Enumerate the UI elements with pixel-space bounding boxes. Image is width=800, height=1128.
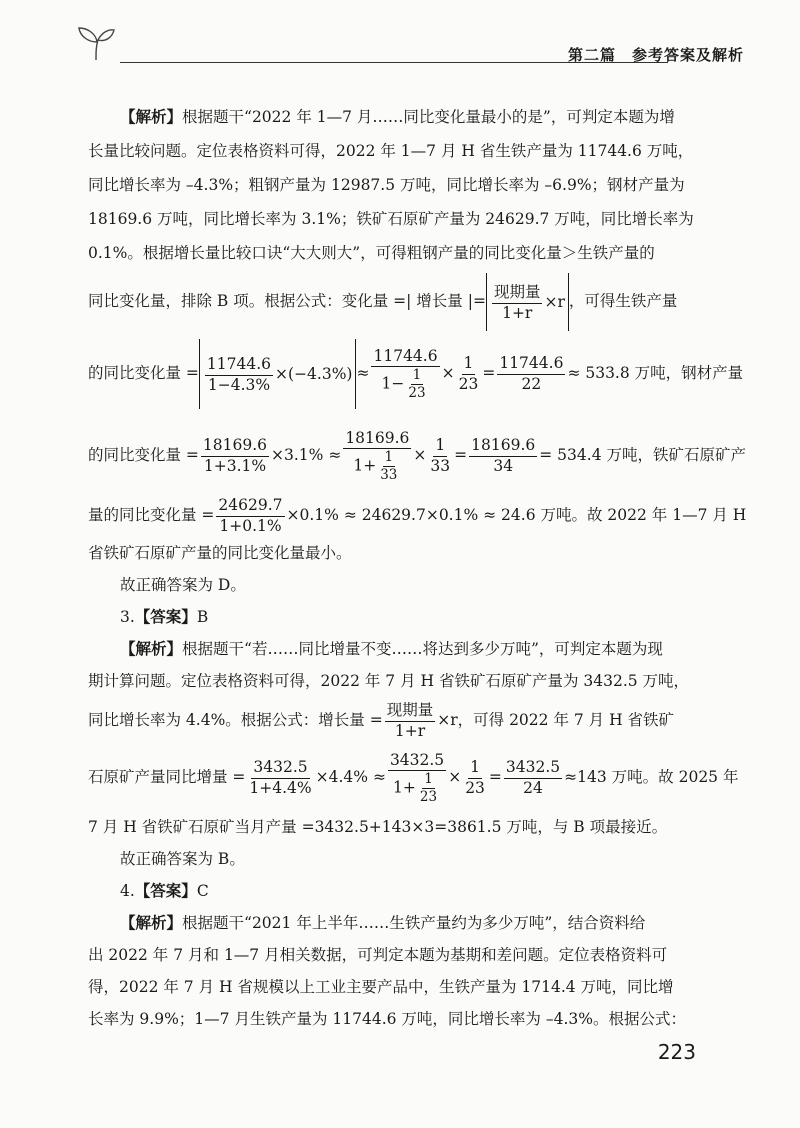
q3-line-3: 同比增长率为 4.4%。根据公式：增长量 = 现期量 1+r ×r，可得 2022 年 7 月 H 省铁矿	[88, 701, 675, 740]
p1-line-7: 的同比变化量 = $\frac{11744.6}{1-4.3\%}$ ×(−4.3%) ≈ 11744.6 1− $\frac{1}{23}$ × $\frac{1}{23}$ = $\frac{11744.6}{22}$ ≈ 533.8 万吨，钢材产量	[88, 338, 708, 410]
q3-conclusion: 故正确答案为 B。	[120, 850, 245, 868]
analysis-tag: 【解析】	[120, 640, 183, 658]
fraction: $\frac{11744.6}{1-4.3\%}$	[206, 355, 272, 394]
answer-tag: 【答案】	[134, 608, 197, 626]
fraction: 现期量 1+r	[493, 283, 541, 322]
fraction: $\frac{1}{33}$	[430, 436, 451, 475]
q4-answer: 4.【答案】C	[120, 882, 209, 900]
p1-line-5: 0.1%。根据增长量比较口诀“大大则大”，可得粗钢产量的同比变化量＞生铁产量的	[88, 244, 655, 262]
p1-line-9: 量的同比变化量 = $\frac{24629.7}{1+0.1\%}$ ×0.1% ≈ 24629.7×0.1% ≈ 24.6 万吨。故 2022 年 1—7 月 H	[88, 496, 747, 535]
fraction: $\frac{11744.6}{22}$	[499, 354, 564, 393]
page-header	[0, 0, 800, 80]
fraction: $\frac{1}{23}$	[458, 354, 479, 393]
q4-line-4: 长率为 9.9%；1—7 月生铁产量为 11744.6 万吨，同比增长率为 –4.3%。根据公式：	[88, 1010, 686, 1028]
fraction: $\frac{3432.5}{24}$	[505, 758, 561, 797]
fraction: 11744.6 1− $\frac{1}{23}$	[373, 346, 438, 401]
abs-formula: $\frac{11744.6}{1-4.3\%}$ ×(−4.3%)	[199, 339, 357, 409]
fraction: 3432.5 1+ $\frac{1}{23}$	[389, 750, 445, 805]
abs-formula: 现期量 1+r ×r	[486, 273, 569, 331]
fraction: 18169.6 1+ $\frac{1}{33}$	[345, 428, 410, 483]
fraction: $\frac{3432.5}{1+4.4\%}$	[249, 758, 312, 797]
analysis-tag: 【解析】	[120, 914, 183, 932]
header-title: 第二篇 参考答案及解析	[567, 46, 744, 64]
p1-line-1: 【解析】根据题干“2022 年 1—7 月……同比变化量最小的是”，可判定本题为增	[120, 108, 675, 126]
p1-line-6: 同比变化量，排除 B 项。根据公式：变化量 =| 增长量 |= 现期量 1+r ×r ，可得生铁产量	[88, 272, 708, 332]
q3-line-4: 石原矿产量同比增量 = $\frac{3432.5}{1+4.4\%}$ ×4.4% ≈ 3432.5 1+ $\frac{1}{23}$ × $\frac{1}{23}$ = $\frac{3432.5}{24}$ ≈143 万吨。故 2025 年	[88, 750, 739, 805]
fraction: $\frac{1}{33}$	[380, 448, 398, 483]
q3-line-1: 【解析】根据题干“若……同比增量不变……将达到多少万吨”，可判定本题为现	[120, 640, 663, 658]
answer-tag: 【答案】	[134, 882, 197, 900]
fraction: $\frac{1}{23}$	[419, 770, 438, 805]
page-number: 223	[657, 1040, 696, 1064]
p1-conclusion: 故正确答案为 D。	[120, 576, 246, 594]
p1-line-2: 长量比较问题。定位表格资料可得，2022 年 1—7 月 H 省生铁产量为 11744.6 万吨，	[88, 142, 694, 160]
fraction: $\frac{1}{23}$	[408, 366, 426, 401]
analysis-tag: 【解析】	[120, 108, 183, 126]
q3-line-2: 期计算问题。定位表格资料可得，2022 年 7 月 H 省铁矿石原矿产量为 3432.5 万吨，	[88, 672, 690, 690]
q4-line-3: 得，2022 年 7 月 H 省规模以上工业主要产品中，生铁产量为 1714.4 万吨，同比增	[88, 978, 674, 996]
fraction: $\frac{24629.7}{1+0.1\%}$	[218, 496, 283, 535]
p1-line-8: 的同比变化量 = $\frac{18169.6}{1+3.1\%}$ ×3.1% ≈ 18169.6 1+ $\frac{1}{33}$ × $\frac{1}{33}$ = $\frac{18169.6}{34}$ = 534.4 万吨，铁矿石原矿产	[88, 428, 746, 483]
q3-answer: 3.【答案】B	[120, 608, 209, 626]
sprout-icon	[76, 26, 116, 62]
p1-line-10: 省铁矿石原矿产量的同比变化量最小。	[88, 544, 352, 562]
q3-line-5: 7 月 H 省铁矿石原矿当月产量 =3432.5+143×3=3861.5 万吨，与 B 项最接近。	[88, 818, 668, 836]
fraction: $\frac{1}{23}$	[465, 758, 485, 797]
q4-line-2: 出 2022 年 7 月和 1—7 月相关数据，可判定本题为基期和差问题。定位表格资料可	[88, 946, 668, 964]
fraction: $\frac{18169.6}{1+3.1\%}$	[202, 436, 268, 475]
fraction: 现期量 1+r	[386, 701, 434, 740]
fraction: $\frac{18169.6}{34}$	[471, 436, 536, 475]
q4-line-1: 【解析】根据题干“2021 年上半年……生铁产量约为多少万吨”，结合资料给	[120, 914, 646, 932]
p1-line-4: 18169.6 万吨，同比增长率为 3.1%；铁矿石原矿产量为 24629.7 万吨，同比增长率为	[88, 210, 694, 228]
p1-line-3: 同比增长率为 –4.3%；粗钢产量为 12987.5 万吨，同比增长率为 –6.9%；钢材产量为	[88, 176, 685, 194]
